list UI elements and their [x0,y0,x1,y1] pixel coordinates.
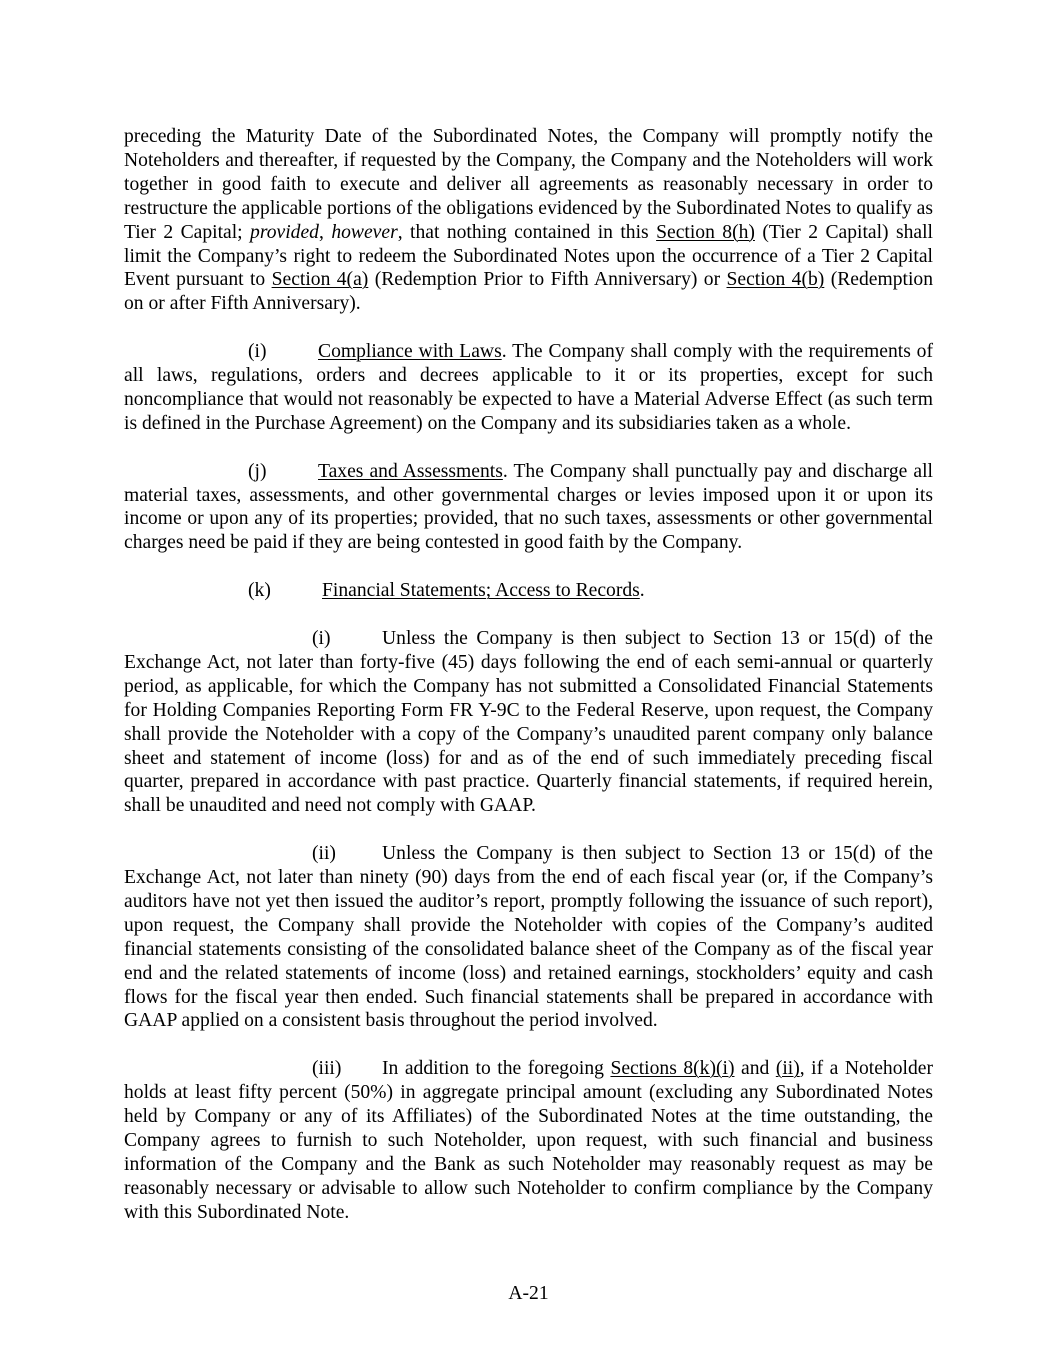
subsection-text: Unless the Company is then subject to Section 13 or 15(d) of the Exchange Act, not later than ninety (90) days from the end of each fiscal year (or, if the Company’s auditors have not yet then issued the auditor’s report, promptly following the issuance of such report), upon request, the Company shall provide the Noteholder with copies of the Company’s audited financial statements consisting of the consolidated balance sheet of the Company as of the fiscal year end and the related statements of income (loss) and retained earnings, stockholders’ equity and cash flows for the fiscal year then ended. Such financial statements shall be prepared in accordance with GAAP applied on a consistent basis throughout the period involved. [124,843,933,1032]
text-run: preceding the Maturity Date of the Subordinated Notes, the Company will promptly notify the Noteholders and thereafter, if requested by the Company, the Company and the Noteholders will work together in good faith to execute and deliver all agreements as reasonably necessary in order to restructure the applicable portions of the obligations evidenced by the Subordinated Notes to qualify as Tier 2 Capital; [124,126,933,243]
page-number: A-21 [508,1283,549,1304]
section-heading: Financial Statements; Access to Records [322,580,640,602]
section-text: . The Company shall punctually pay and discharge all material taxes, assessments, and other governmental charges or levies imposed upon it or upon its income or upon any of its properties; provided, that no such taxes, assessments or other governmental charges need be paid if they are being contested in good faith by the Company. [124,460,933,554]
section-number: (j) [248,460,267,482]
section-heading: Taxes and Assessments [318,460,503,482]
text-run: , if a Noteholder holds at least fifty percent (50%) in aggregate principal amount (excluding any Subordinated Notes held by Company or any of its Affiliates) of the Subordinated Notes at the time outstanding, the Company agrees to furnish to such Noteholder, upon request, with such financial and business information of the Company and the Bank as such Noteholder may reasonably request as may be reasonably necessary or advisable to allow such Noteholder to confirm compliance by the Company with this Subordinated Note. [124,1058,933,1223]
text-run: (Redemption on or after Fifth Anniversary). [124,269,934,315]
subsection-number: (iii) [312,1058,342,1080]
section-k-financial-statements [124,579,933,603]
section-number: (i) [248,341,267,363]
italic-however: however [331,221,398,243]
section-8h-reference: Section 8(h) [656,221,755,243]
subsection-k-ii [124,842,933,1033]
section-heading: Compliance with Laws [318,341,502,363]
section-ii-reference: (ii) [775,1058,800,1080]
section-text: . The Company shall comply with the requirements of all laws, regulations, orders and decrees applicable to it or its properties, except for such noncompliance that would not reasonably be expected to have a Material Adverse Effect (as such term is defined in the Purchase Agreement) on the Company and its subsidiaries taken as a whole. [124,341,934,434]
text-run: . [639,580,645,602]
text-run: and [734,1058,776,1080]
italic-provided: provided [250,221,319,243]
subsection-number: (i) [312,627,331,649]
text-run: , that nothing contained in this [397,221,657,243]
section-8ki-reference: Sections 8(k)(i) [610,1058,735,1080]
subsection-k-iii [124,1057,933,1224]
text-run: (Tier 2 Capital) shall limit the Company’s right to redeem the Subordinated Notes upon the occurrence of a Tier 2 Capital Event pursuant to [124,221,934,291]
document-body [124,125,933,1225]
subsection-text: Unless the Company is then subject to Section 13 or 15(d) of the Exchange Act, not later than forty-five (45) days following the end of each semi-annual or quarterly period, as applicable, for which the Company has not submitted a Consolidated Financial Statements for Holding Companies Reporting Form FR Y-9C to the Federal Reserve, upon request, the Company shall provide the Noteholder with a copy of the Company’s unaudited parent company only balance sheet and statement of income (loss) for and as of the end of such immediately preceding fiscal quarter, prepared in accordance with past practice. Quarterly financial statements, if required herein, shall be unaudited and need not comply with GAAP. [124,627,933,817]
text-run: , [318,221,332,243]
section-i-compliance-with-laws [124,340,933,436]
subsection-number: (ii) [312,843,336,865]
section-4b-reference: Section 4(b) [726,269,825,291]
paragraph-continuation [124,125,933,316]
subsection-k-i [124,627,933,818]
text-run: (Redemption Prior to Fifth Anniversary) or [368,269,727,291]
section-j-taxes-and-assessments [124,460,933,556]
text-run: In addition to the foregoing [382,1058,611,1080]
section-number: (k) [248,580,271,602]
section-4a-reference: Section 4(a) [271,269,369,291]
